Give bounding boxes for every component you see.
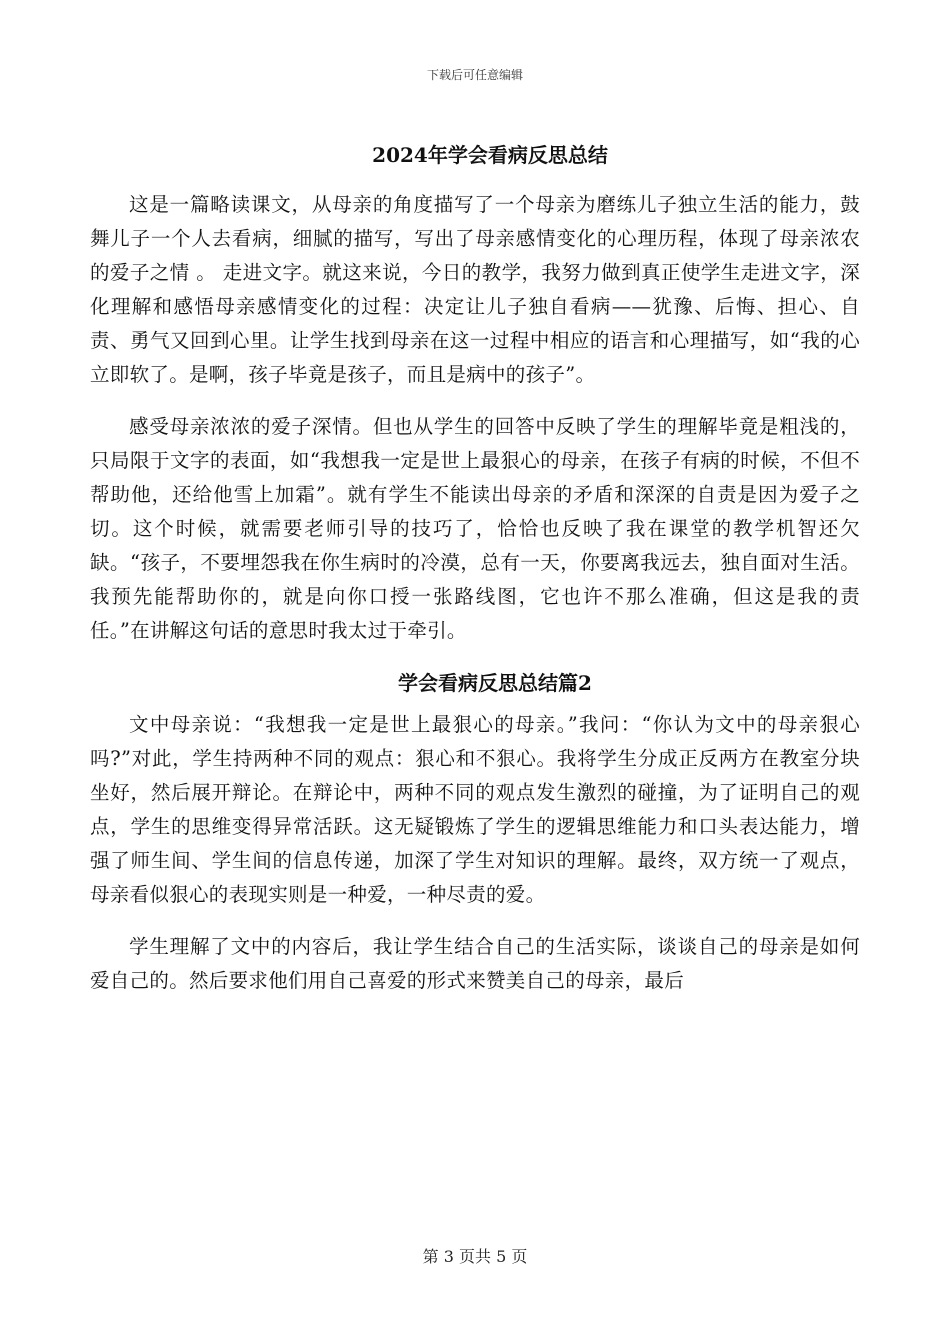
paragraph: 感受母亲浓浓的爱子深情。但也从学生的回答中反映了学生的理解毕竟是粗浅的，只局限于文字的表面，如“我想我一定是世上最狠心的母亲，在孩子有病的时候，不但不帮助他，还给他雪上加霜”。就有学生不能读出母亲的矛盾和深深的自责是因为爱子之切。这个时候，就需要老师引导的技巧了，恰恰也反映了我在课堂的教学机智还欠缺。“孩子，不要埋怨我在你生病时的冷漠，总有一天，你要离我远去，独自面对生活。我预先能帮助你的，就是向你口授一张路线图，它也许不那么准确，但这是我的责任。”在讲解这句话的意思时我太过于牵引。 bbox=[90, 415, 860, 642]
document-title: 2024年学会看病反思总结 bbox=[372, 143, 608, 167]
paragraph: 这是一篇略读课文，从母亲的角度描写了一个母亲为磨练儿子独立生活的能力，鼓舞儿子一个人去看病，细腻的描写，写出了母亲感情变化的心理历程，体现了母亲浓农的爱子之情 。 走进文字。就这来说，今日的教学，我努力做到真正使学生走进文字，深化理解和感悟母亲感情变化的过程：决定让儿子独自看病——犹豫、后悔、担心、自责、勇气又回到心里。让学生找到母亲在这一过程中相应的语言和心理描写，如“我的心立即软了。是啊，孩子毕竟是孩子，而且是病中的孩子”。 bbox=[90, 193, 860, 386]
paragraph: 文中母亲说：“我想我一定是世上最狠心的母亲。”我问：“你认为文中的母亲狠心吗?”对此，学生持两种不同的观点：狠心和不狠心。我将学生分成正反两方在教室分块坐好，然后展开辩论。在辩论中，两种不同的观点发生激烈的碰撞，为了证明自己的观点，学生的思维变得异常活跃。这无疑锻炼了学生的逻辑思维能力和口头表达能力，增强了师生间、学生间的信息传递，加深了学生对知识的理解。最终，双方统一了观点，母亲看似狠心的表现实则是一种爱，一种尽责的爱。 bbox=[90, 713, 860, 906]
header-note: 下载后可任意编辑 bbox=[426, 68, 523, 82]
page-indicator: 第 3 页共 5 页 bbox=[422, 1247, 528, 1266]
document-body bbox=[90, 138, 860, 1016]
paragraph: 学生理解了文中的内容后，我让学生结合自己的生活实际，谈谈自己的母亲是如何爱自己的。然后要求他们用自己喜爱的形式来赞美自己的母亲，最后 bbox=[90, 935, 860, 992]
section-title: 学会看病反思总结篇2 bbox=[398, 671, 592, 695]
